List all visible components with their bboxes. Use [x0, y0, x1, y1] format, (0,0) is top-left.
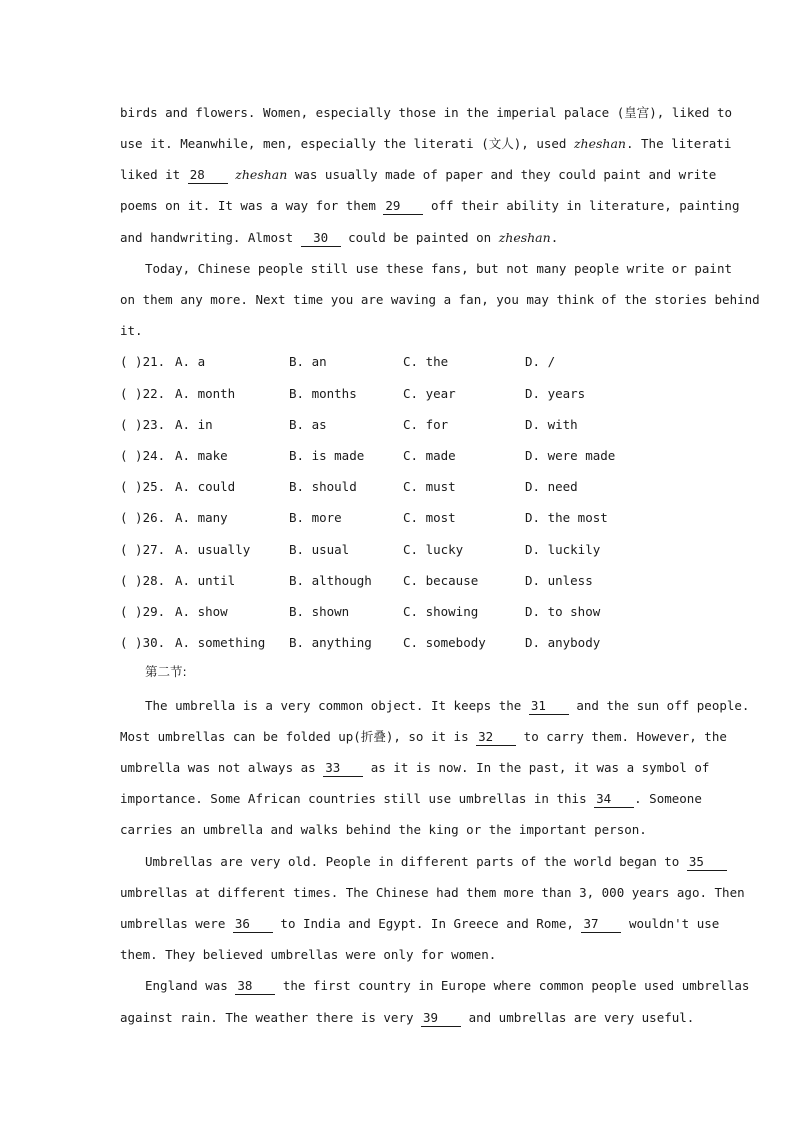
- option-b: B. usual: [289, 542, 350, 557]
- option-d: D. /: [525, 354, 556, 369]
- option-c: C. must: [403, 479, 456, 494]
- passage3-line3: [120, 758, 710, 778]
- passage1-line4: [120, 196, 740, 216]
- question-row: [120, 352, 674, 372]
- question-number: ( )25.: [120, 479, 166, 494]
- option-c: C. for: [403, 417, 449, 432]
- text: and the sun off people.: [576, 698, 750, 713]
- passage2-line1: Today, Chinese people still use these fans, but not many people write or paint: [145, 261, 732, 276]
- option-c: C. because: [403, 573, 479, 588]
- passage2-line2: on them any more. Next time you are waving a fan, you may think of the stories behind: [120, 292, 760, 307]
- option-a: A. month: [175, 386, 236, 401]
- blank-34: 34: [594, 791, 634, 808]
- option-c: C. showing: [403, 604, 479, 619]
- text: the first country in Europe where common people used umbrellas: [282, 978, 750, 993]
- question-number: ( )26.: [120, 510, 166, 525]
- text: Most umbrellas can be folded up(折叠), so it is: [120, 729, 469, 744]
- question-row: [120, 384, 674, 404]
- passage3-line5: carries an umbrella and walks behind the king or the important person.: [120, 822, 647, 837]
- option-b: B. shown: [289, 604, 350, 619]
- text: umbrellas were: [120, 916, 226, 931]
- blank-39: 39: [421, 1010, 461, 1027]
- question-number: ( )27.: [120, 542, 166, 557]
- passage3-line1: [145, 696, 750, 716]
- option-b: B. although: [289, 573, 372, 588]
- passage4-line3: [120, 914, 720, 934]
- option-c: C. made: [403, 448, 456, 463]
- blank-29: 29: [383, 198, 423, 215]
- passage4-line4: them. They believed umbrellas were only for women.: [120, 947, 497, 962]
- blank-32: 32: [476, 729, 516, 746]
- text: liked it: [120, 167, 181, 182]
- question-row: [120, 446, 674, 466]
- option-d: D. the most: [525, 510, 608, 525]
- text: . The literati: [625, 136, 732, 151]
- option-d: D. to show: [525, 604, 601, 619]
- question-row: [120, 602, 674, 622]
- question-number: ( )21.: [120, 354, 166, 369]
- option-c: C. the: [403, 354, 449, 369]
- text: off their ability in literature, painting: [430, 198, 740, 213]
- text: to carry them. However, the: [523, 729, 727, 744]
- question-row: [120, 540, 674, 560]
- blank-35: 35: [687, 854, 727, 871]
- blank-38: 38: [235, 978, 275, 995]
- option-a: A. in: [175, 417, 213, 432]
- text: Umbrellas are very old. People in different parts of the world began to: [145, 854, 680, 869]
- text: .: [550, 230, 559, 245]
- text: poems on it. It was a way for them: [120, 198, 376, 213]
- question-number: ( )23.: [120, 417, 166, 432]
- blank-28: 28: [188, 167, 228, 184]
- text: England was: [145, 978, 228, 993]
- option-b: B. should: [289, 479, 357, 494]
- option-d: D. years: [525, 386, 586, 401]
- question-number: ( )22.: [120, 386, 166, 401]
- option-a: A. usually: [175, 542, 251, 557]
- option-a: A. something: [175, 635, 266, 650]
- question-row: [120, 633, 674, 653]
- text: and handwriting. Almost: [120, 230, 294, 245]
- passage1-line3: [120, 165, 717, 185]
- italic-word: zheshan: [498, 230, 551, 245]
- text: as it is now. In the past, it was a symbol of: [370, 760, 710, 775]
- option-b: B. as: [289, 417, 327, 432]
- text: could be painted on: [348, 230, 492, 245]
- blank-33: 33: [323, 760, 363, 777]
- blank-31: 31: [529, 698, 569, 715]
- blank-30: 30: [301, 230, 341, 247]
- option-b: B. months: [289, 386, 357, 401]
- italic-word: zheshan: [235, 167, 288, 182]
- passage3-line4: [120, 789, 702, 809]
- text: and umbrellas are very useful.: [468, 1010, 695, 1025]
- passage2-line3: it.: [120, 323, 143, 338]
- question-number: ( )28.: [120, 573, 166, 588]
- text: wouldn't use: [628, 916, 720, 931]
- option-c: C. year: [403, 386, 456, 401]
- option-b: B. anything: [289, 635, 372, 650]
- option-d: D. anybody: [525, 635, 601, 650]
- text: against rain. The weather there is very: [120, 1010, 414, 1025]
- question-number: ( )24.: [120, 448, 166, 463]
- option-b: B. an: [289, 354, 327, 369]
- option-d: D. were made: [525, 448, 616, 463]
- text: use it. Meanwhile, men, especially the literati (文人), used: [120, 136, 567, 151]
- option-a: A. until: [175, 573, 236, 588]
- option-d: D. with: [525, 417, 578, 432]
- passage4-line2: umbrellas at different times. The Chinese had them more than 3, 000 years ago. Then: [120, 885, 745, 900]
- passage1-line2: [120, 134, 732, 154]
- option-c: C. lucky: [403, 542, 464, 557]
- blank-37: 37: [581, 916, 621, 933]
- question-row: [120, 571, 674, 591]
- option-b: B. is made: [289, 448, 365, 463]
- blank-36: 36: [233, 916, 273, 933]
- question-row: [120, 477, 674, 497]
- text: . Someone: [634, 791, 702, 806]
- option-b: B. more: [289, 510, 342, 525]
- section-heading: 第二节:: [145, 664, 187, 679]
- text: was usually made of paper and they could paint and write: [294, 167, 717, 182]
- option-a: A. many: [175, 510, 228, 525]
- passage5-line2: [120, 1008, 695, 1028]
- text: importance. Some African countries still use umbrellas in this: [120, 791, 587, 806]
- option-c: C. somebody: [403, 635, 486, 650]
- passage1-line1: birds and flowers. Women, especially those in the imperial palace (皇宫), liked to: [120, 105, 732, 120]
- question-row: [120, 508, 674, 528]
- text: The umbrella is a very common object. It keeps the: [145, 698, 522, 713]
- italic-word: zheshan: [573, 136, 626, 151]
- option-a: A. make: [175, 448, 228, 463]
- passage3-line2: [120, 727, 727, 747]
- option-a: A. a: [175, 354, 206, 369]
- option-d: D. luckily: [525, 542, 601, 557]
- passage4-line1: [145, 852, 704, 872]
- option-a: A. show: [175, 604, 228, 619]
- text: to India and Egypt. In Greece and Rome,: [280, 916, 574, 931]
- question-number: ( )29.: [120, 604, 166, 619]
- option-d: D. need: [525, 479, 578, 494]
- text: umbrella was not always as: [120, 760, 316, 775]
- question-number: ( )30.: [120, 635, 166, 650]
- question-row: [120, 415, 674, 435]
- passage5-line1: [145, 976, 750, 996]
- option-a: A. could: [175, 479, 236, 494]
- passage1-line5: [120, 228, 674, 248]
- option-d: D. unless: [525, 573, 593, 588]
- option-c: C. most: [403, 510, 456, 525]
